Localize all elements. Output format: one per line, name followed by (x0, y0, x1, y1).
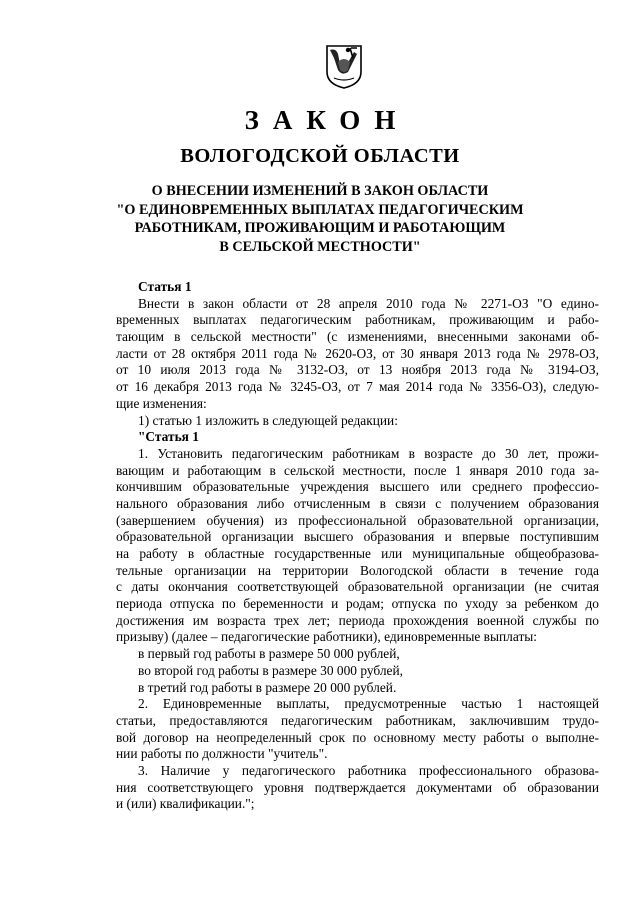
text-line: вающим и работающим в сельской местности, после 1 января 2010 года за- (116, 462, 599, 478)
text-line: образовательной организации высшего образования и впервые поступившим (116, 529, 599, 545)
text-line: нального образования либо отчисленным в связи с получением образования (116, 495, 599, 511)
article-heading: Статья 1 (138, 279, 192, 294)
text-line: 1. Установить педагогическим работникам в возрасте до 30 лет, прожи- (138, 445, 599, 461)
region-title: ВОЛОГОДСКОЙ ОБЛАСТИ (180, 145, 460, 167)
text-line: вой договор на неопределенный срок по основному месту работы о выполне- (116, 729, 599, 745)
payment-item: во второй год работы в размере 30 000 рублей, (138, 662, 403, 678)
text-line: 3. Наличие у педагогического работника профессионального образова- (138, 762, 599, 778)
text-line: тающим в сельской местности" (с изменениями, внесенными законами об- (116, 329, 599, 345)
subtitle-line: В СЕЛЬСКОЙ МЕСТНОСТИ" (219, 238, 421, 255)
vologda-oblast-coat-of-arms-icon (324, 42, 364, 90)
text-line: временных выплатах педагогическим работникам, проживающим и рабо- (116, 312, 599, 328)
subtitle-line: О ВНЕСЕНИИ ИЗМЕНЕНИЙ В ЗАКОН ОБЛАСТИ (151, 183, 489, 199)
subtitle-line: РАБОТНИКАМ, ПРОЖИВАЮЩИМ И РАБОТАЮЩИМ (134, 220, 506, 236)
text-line: ласти от 28 октября 2011 года № 2620-ОЗ, от 30 января 2013 года № 2978-ОЗ, (116, 345, 599, 361)
text-line: с даты окончания соответствующей образовательной организации (не считая (116, 579, 599, 595)
text-line: ния соответствующего уровня подтверждается документами об образовании (116, 779, 599, 795)
text-line: и (или) квалификации."; (116, 796, 255, 812)
text-line: (завершением обучения) из профессиональной образовательной организации, (116, 512, 599, 528)
text-line: 2. Единовременные выплаты, предусмотренные частью 1 настоящей (138, 696, 599, 712)
text-line: кончившим образовательные учреждения высшего или среднего профессио- (116, 479, 599, 495)
text-line: от 10 июля 2013 года № 3132-ОЗ, от 13 ноября 2013 года № 3194-ОЗ, (116, 362, 599, 378)
text-line: достижения им возраста трех лет; периода прохождения военной службы по (116, 612, 599, 628)
text-line: периода отпуска по беременности и родам; отпуска по уходу за ребенком до (116, 596, 599, 612)
law-body (116, 279, 599, 813)
subtitle-line: "О ЕДИНОВРЕМЕННЫХ ВЫПЛАТАХ ПЕДАГОГИЧЕСКИМ (116, 201, 524, 218)
law-subtitle (0, 182, 640, 256)
text-line: на работу в областные государственные или муниципальные общеобразова- (116, 546, 599, 561)
payment-item: в третий год работы в размере 20 000 рублей. (138, 679, 397, 695)
text-line: нии работы по должности "учитель". (116, 746, 328, 762)
text-line: статьи, предоставляются педагогическим работникам, заключившим трудо- (116, 712, 599, 728)
coat-of-arms-emblem (324, 42, 364, 90)
amendment-item: 1) статью 1 изложить в следующей редакции: (138, 412, 398, 428)
text-line: щие изменения: (116, 395, 207, 411)
quoted-article-heading: "Статья 1 (138, 429, 199, 445)
document-type-title: ЗАКОН (244, 105, 410, 135)
text-line: Внести в закон области от 28 апреля 2010 года № 2271-ОЗ "О едино- (138, 295, 599, 311)
payment-item: в первый год работы в размере 50 000 рублей, (138, 646, 400, 662)
text-line: тельные организации на территории Вологодской области в течение года (116, 562, 599, 578)
text-line: призыву) (далее – педагогические работники), единовременные выплаты: (116, 629, 538, 645)
text-line: от 16 декабря 2013 года № 3245-ОЗ, от 7 мая 2014 года № 3356-ОЗ), следую- (116, 379, 599, 395)
